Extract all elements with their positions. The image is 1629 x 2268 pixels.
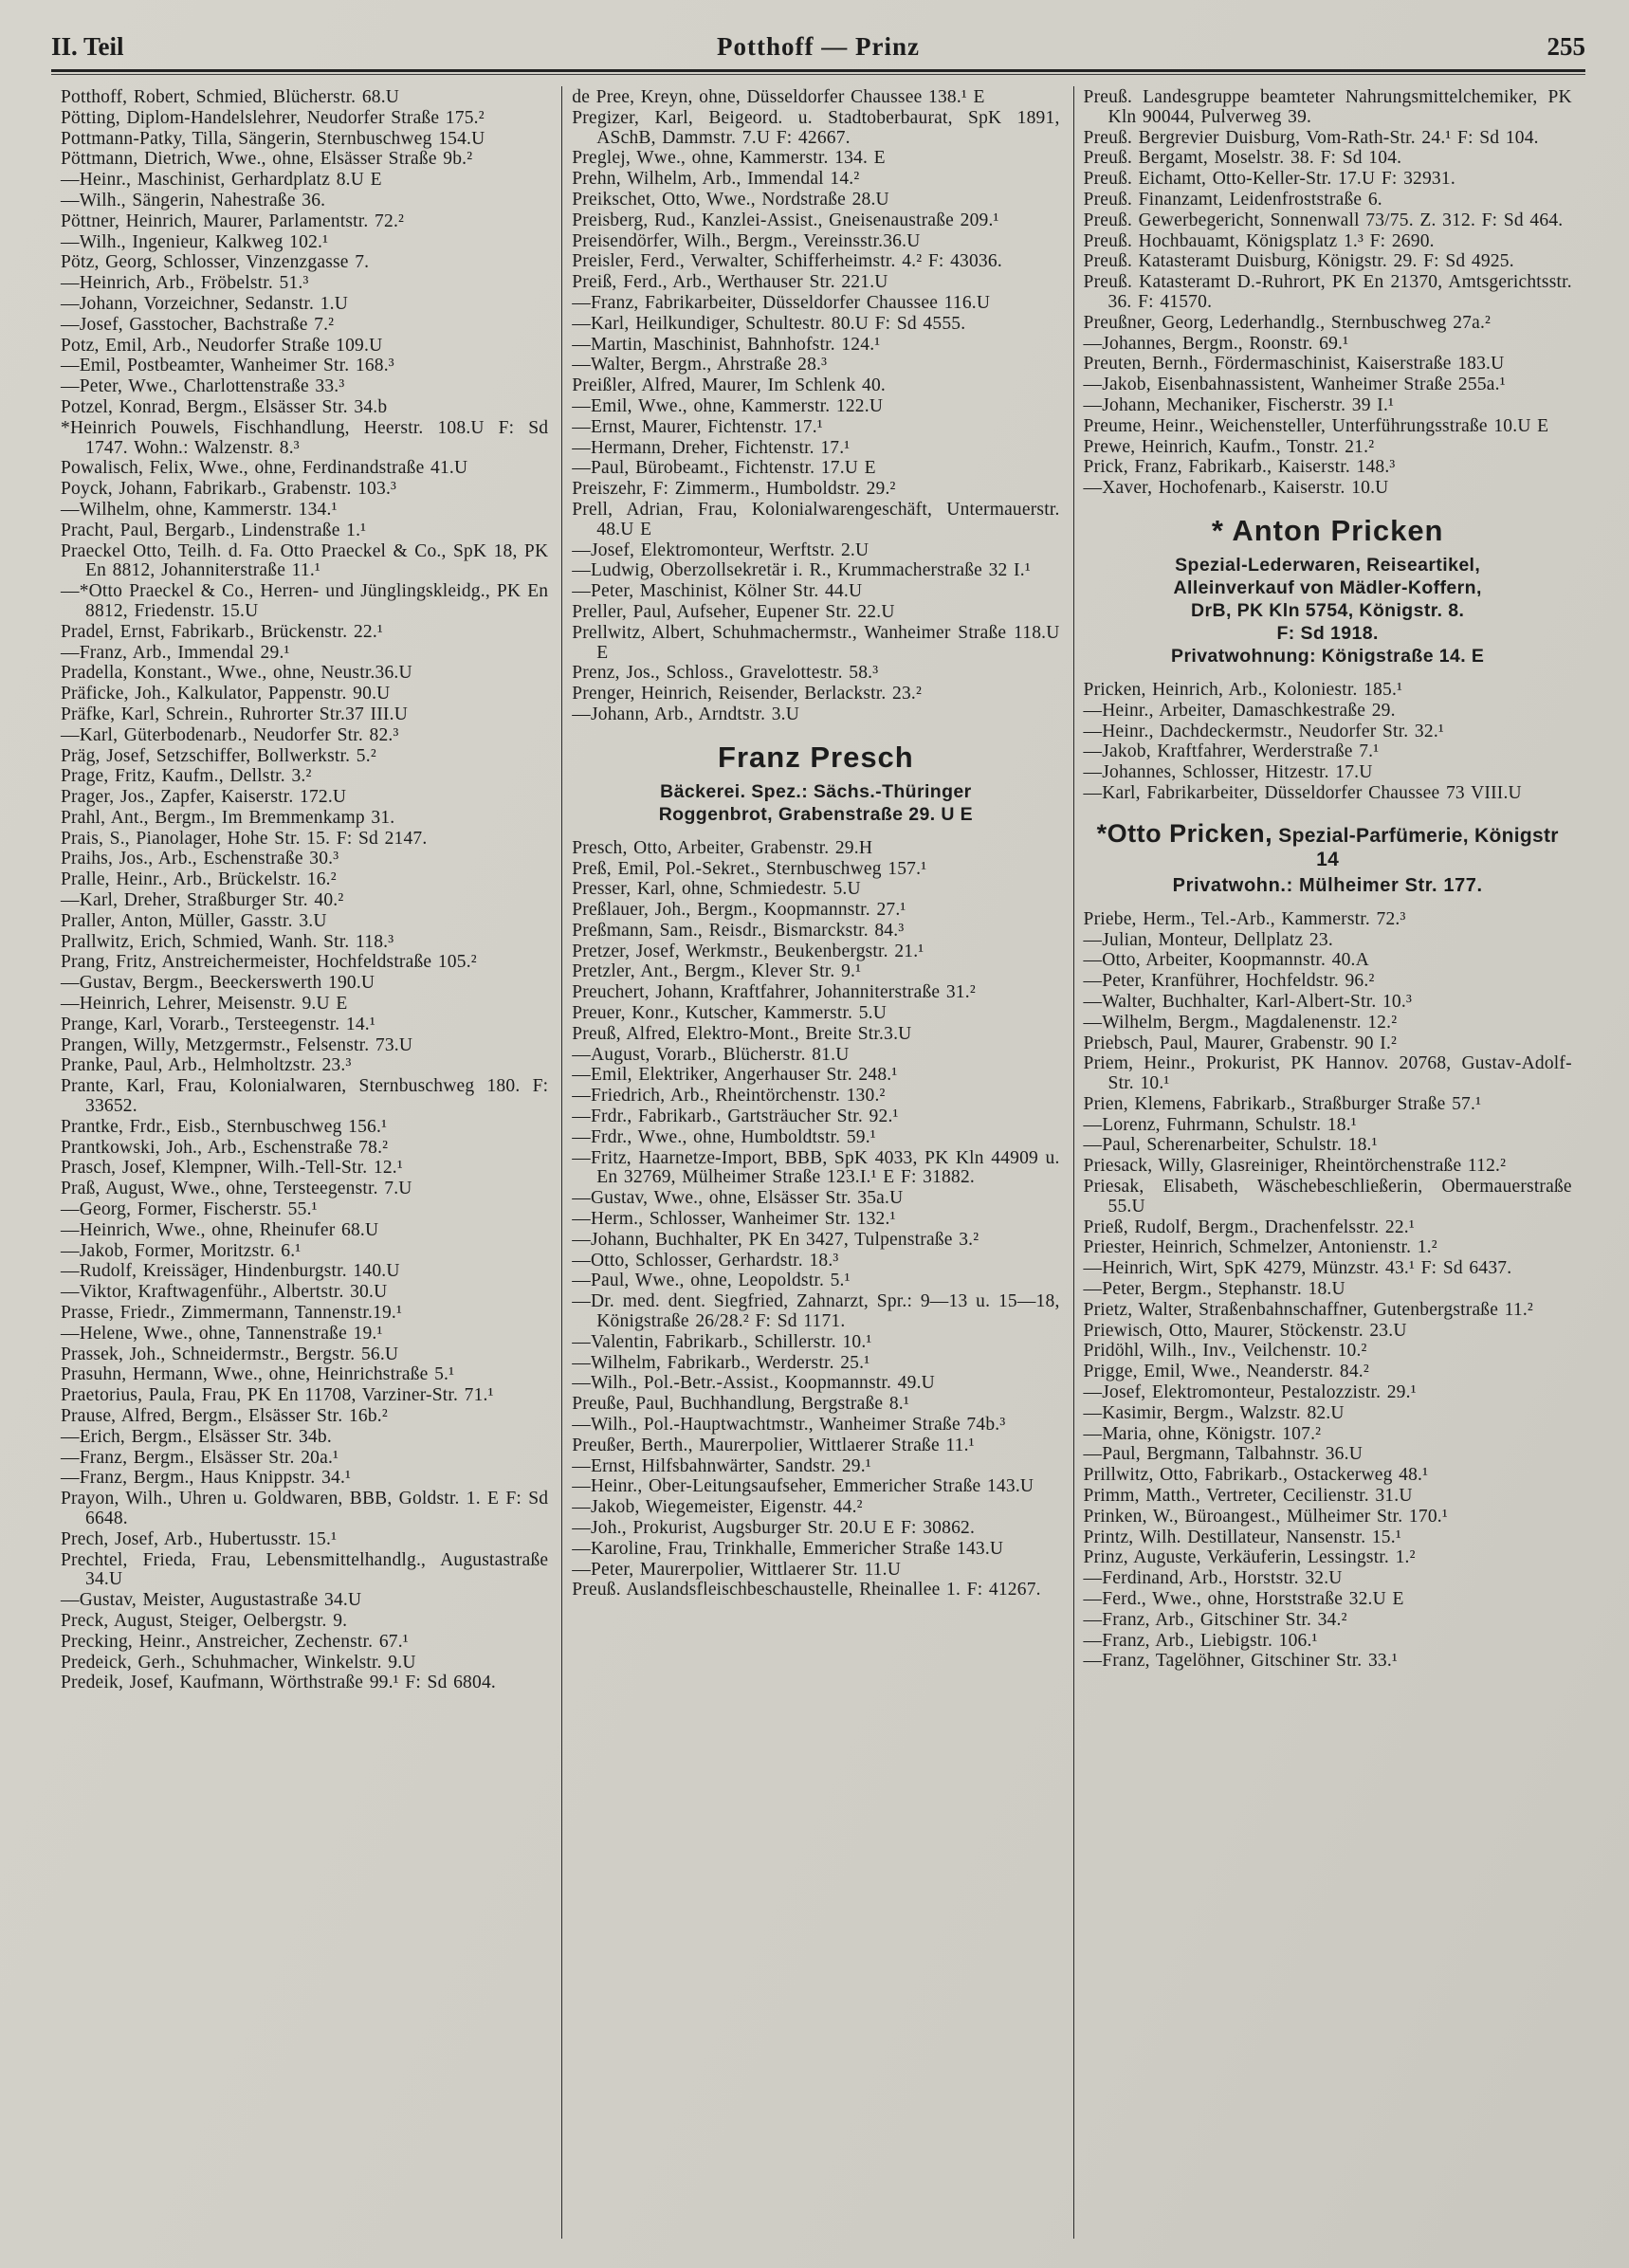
- header-rule: [51, 69, 1585, 72]
- directory-entry: —Heinrich, Lehrer, Meisenstr. 9.U E: [61, 994, 348, 1015]
- directory-entry: Präficke, Joh., Kalkulator, Pappenstr. 90.U: [61, 684, 391, 704]
- directory-entry: Preiszehr, F: Zimmerm., Humboldstr. 29.²: [572, 479, 896, 500]
- directory-entry: —Herm., Schlosser, Wanheimer Str. 132.¹: [572, 1209, 896, 1230]
- advertisement-line: Alleinverkauf von Mädler-Koffern,: [1173, 576, 1482, 598]
- directory-entry: —Peter, Bergm., Stephanstr. 18.U: [1083, 1279, 1345, 1300]
- advertisement-block-inline: [1086, 819, 1570, 897]
- directory-entry: Preisberg, Rud., Kanzlei-Assist., Gneisenaustraße 209.¹: [572, 210, 999, 230]
- directory-entry: Prenz, Jos., Schloss., Gravelottestr. 58.³: [572, 663, 879, 684]
- directory-entry: Prange, Karl, Vorarb., Tersteegenstr. 14.¹: [61, 1014, 375, 1034]
- directory-entry: Prewe, Heinrich, Kaufm., Tonstr. 21.²: [1083, 436, 1375, 457]
- directory-entry: Praetorius, Paula, Frau, PK En 11708, Varziner-Str. 71.¹: [61, 1385, 494, 1406]
- directory-entry: Prinz, Auguste, Verkäuferin, Lessingstr. 1.²: [1083, 1547, 1416, 1568]
- directory-entry: Preuchert, Johann, Kraftfahrer, Johanniterstraße 31.²: [572, 982, 976, 1003]
- directory-entry: de Pree, Kreyn, ohne, Düsseldorfer Chaussee 138.¹ E: [572, 87, 985, 107]
- directory-entry: —*Otto Praeckel & Co., Herren- und Jünglingskleidg., PK En 8812, Friedenstr. 15.U: [61, 581, 549, 621]
- directory-entry: Preller, Paul, Aufseher, Eupener Str. 22.U: [572, 601, 895, 622]
- advertisement-line: DrB, PK Kln 5754, Königstr. 8.: [1191, 599, 1465, 621]
- directory-entry: Preuße, Paul, Buchhandlung, Bergstraße 8.¹: [572, 1394, 909, 1415]
- directory-entry: —Xaver, Hochofenarb., Kaiserstr. 10.U: [1083, 478, 1389, 499]
- directory-entry: Pöttner, Heinrich, Maurer, Parlamentstr. 72.²: [61, 210, 405, 231]
- directory-entry: Preuß. Bergrevier Duisburg, Vom-Rath-Str. 24.¹ F: Sd 104.: [1083, 127, 1539, 148]
- directory-entry: Prien, Klemens, Fabrikarb., Straßburger Straße 57.¹: [1083, 1093, 1482, 1114]
- directory-entry: Preußner, Georg, Lederhandlg., Sternbuschweg 27a.²: [1083, 312, 1492, 333]
- advertisement-line: Roggenbrot, Grabenstraße 29. U E: [658, 803, 974, 825]
- directory-entry: Pretzer, Josef, Werkmstr., Beukenbergstr. 21.¹: [572, 941, 924, 961]
- directory-entry: —Johannes, Bergm., Roonstr. 69.¹: [1083, 333, 1349, 354]
- part-label: II. Teil: [51, 32, 124, 61]
- advertisement-line: [1086, 819, 1570, 871]
- directory-entry: Prangen, Willy, Metzgermstr., Felsenstr. 73.U: [61, 1034, 413, 1055]
- directory-entry: —Kasimir, Bergm., Walzstr. 82.U: [1083, 1402, 1345, 1423]
- directory-entry: Priem, Heinr., Prokurist, PK Hannov. 20768, Gustav-Adolf-Str. 10.¹: [1083, 1053, 1572, 1094]
- directory-entry: —Frdr., Wwe., ohne, Humboldtstr. 59.¹: [572, 1126, 876, 1147]
- page-number: 255: [1547, 32, 1585, 61]
- page-header: [51, 32, 1585, 62]
- directory-entry: —Karl, Güterbodenarb., Neudorfer Str. 82.³: [61, 724, 399, 745]
- directory-entry: —Dr. med. dent. Siegfried, Zahnarzt, Spr.: 9—13 u. 15—18, Königstraße 26/28.² F: Sd 1171.: [572, 1291, 1060, 1332]
- directory-entry: —Paul, Bürobeamt., Fichtenstr. 17.U E: [572, 458, 876, 479]
- directory-entry: Praeckel Otto, Teilh. d. Fa. Otto Praeckel & Co., SpK 18, PK En 8812, Johanniterstraße 11.¹: [61, 540, 549, 581]
- directory-entry: Prage, Fritz, Kaufm., Dellstr. 3.²: [61, 766, 312, 787]
- advertisement-line: Spezial-Lederwaren, Reiseartikel,: [1175, 554, 1481, 576]
- directory-entry: —Hermann, Dreher, Fichtenstr. 17.¹: [572, 437, 851, 458]
- directory-entry: Pricken, Heinrich, Arb., Koloniestr. 185.¹: [1083, 679, 1403, 700]
- directory-entry: —Karl, Fabrikarbeiter, Düsseldorfer Chaussee 73 VIII.U: [1083, 782, 1522, 803]
- directory-entry: Prallwitz, Erich, Schmied, Wanh. Str. 118.³: [61, 931, 394, 952]
- directory-entry: Prantke, Frdr., Eisb., Sternbuschweg 156.¹: [61, 1116, 388, 1137]
- directory-entry: —Franz, Arb., Immendal 29.¹: [61, 642, 290, 663]
- directory-entry: Prang, Fritz, Anstreichermeister, Hochfeldstraße 105.²: [61, 952, 477, 973]
- directory-entry: —Josef, Elektromonteur, Pestalozzistr. 29.¹: [1083, 1382, 1417, 1403]
- column-1: [51, 86, 562, 2239]
- directory-entry: —Jakob, Former, Moritzstr. 6.¹: [61, 1240, 302, 1261]
- directory-entry: Potz, Emil, Arb., Neudorfer Straße 109.U: [61, 335, 383, 356]
- directory-entry: —Franz, Fabrikarbeiter, Düsseldorfer Chaussee 116.U: [572, 292, 991, 313]
- directory-entry: Preuß. Auslandsfleischbeschaustelle, Rheinallee 1. F: 41267.: [572, 1580, 1041, 1600]
- directory-entry: Priesack, Willy, Glasreiniger, Rheintörchenstraße 112.²: [1083, 1156, 1507, 1177]
- directory-entry: Poyck, Johann, Fabrikarb., Grabenstr. 103.³: [61, 479, 397, 500]
- directory-entry: —Julian, Monteur, Dellplatz 23.: [1083, 929, 1333, 950]
- directory-entry: Precking, Heinr., Anstreicher, Zechenstr. 67.¹: [61, 1631, 409, 1652]
- directory-entry: —Wilhelm, Bergm., Magdalenenstr. 12.²: [1083, 1012, 1398, 1033]
- directory-entry: Preuß. Hochbauamt, Königsplatz 1.³ F: 2690.: [1083, 230, 1435, 251]
- directory-entry: —Johann, Mechaniker, Fischerstr. 39 I.¹: [1083, 394, 1395, 415]
- directory-entry: —Paul, Scherenarbeiter, Schulstr. 18.¹: [1083, 1135, 1378, 1156]
- directory-entry: —Frdr., Fabrikarb., Gartsträucher Str. 92.¹: [572, 1107, 899, 1127]
- directory-entry: Pranke, Paul, Arb., Helmholtzstr. 23.³: [61, 1055, 352, 1076]
- directory-entry: —Heinrich, Wwe., ohne, Rheinufer 68.U: [61, 1219, 379, 1240]
- directory-entry: Preuß. Gewerbegericht, Sonnenwall 73/75. Z. 312. F: Sd 464.: [1083, 210, 1564, 230]
- directory-entry: Priebsch, Paul, Maurer, Grabenstr. 90 I.²: [1083, 1033, 1398, 1053]
- directory-entry: —August, Vorarb., Blücherstr. 81.U: [572, 1044, 850, 1065]
- directory-entry: —Emil, Wwe., ohne, Kammerstr. 122.U: [572, 395, 884, 416]
- advertisement-subtitle: Spezial-Parfümerie, Königstr 14: [1272, 824, 1559, 870]
- directory-entry: —Karl, Heilkundiger, Schultestr. 80.U F: Sd 4555.: [572, 313, 966, 334]
- directory-entry: —Franz, Arb., Gitschiner Str. 34.²: [1083, 1609, 1347, 1630]
- advertisement-line: Privatwohn.: Mülheimer Str. 177.: [1172, 874, 1483, 896]
- advertisement-line: F: Sd 1918.: [1276, 622, 1379, 644]
- directory-entry: Prehn, Wilhelm, Arb., Immendal 14.²: [572, 169, 860, 190]
- directory-entry: —Heinrich, Arb., Fröbelstr. 51.³: [61, 273, 309, 294]
- directory-entry: Pottmann-Patky, Tilla, Sängerin, Sternbuschweg 154.U: [61, 128, 485, 149]
- directory-entry: —Maria, ohne, Königstr. 107.²: [1083, 1423, 1322, 1444]
- directory-entry: —Helene, Wwe., ohne, Tannenstraße 19.¹: [61, 1323, 383, 1344]
- directory-entry: Powalisch, Felix, Wwe., ohne, Ferdinandstraße 41.U: [61, 458, 468, 479]
- directory-entry: Pradella, Konstant., Wwe., ohne, Neustr.36.U: [61, 663, 412, 684]
- directory-entry: Preikschet, Otto, Wwe., Nordstraße 28.U: [572, 189, 889, 210]
- directory-entry: Preuß. Katasteramt D.-Ruhrort, PK En 21370, Amtsgerichtsstr. 36. F: 41570.: [1083, 272, 1572, 312]
- directory-entry: Prayon, Wilh., Uhren u. Goldwaren, BBB, Goldstr. 1. E F: Sd 6648.: [61, 1489, 549, 1528]
- directory-entry: Präfke, Karl, Schrein., Ruhrorter Str.37 III.U: [61, 704, 408, 724]
- directory-entry: Prassek, Joh., Schneidermstr., Bergstr. 56.U: [61, 1344, 399, 1364]
- directory-entry: Prechtel, Frieda, Frau, Lebensmittelhandlg., Augustastraße 34.U: [61, 1549, 549, 1590]
- directory-entry: Preisendörfer, Wilh., Bergm., Vereinsstr.36.U: [572, 230, 921, 251]
- directory-entry: Presch, Otto, Arbeiter, Grabenstr. 29.H: [572, 837, 873, 858]
- directory-entry: —Heinr., Dachdeckermstr., Neudorfer Str. 32.¹: [1083, 721, 1444, 741]
- header-rule-thin: [51, 74, 1585, 75]
- directory-entry: —Franz, Arb., Liebigstr. 106.¹: [1083, 1630, 1318, 1651]
- directory-entry: Preiß, Ferd., Arb., Werthauser Str. 221.U: [572, 272, 888, 293]
- directory-entry: Preuß. Katasteramt Duisburg, Königstr. 29. F: Sd 4925.: [1083, 251, 1514, 272]
- directory-entry: —Wilh., Sängerin, Nahestraße 36.: [61, 190, 326, 210]
- directory-entry: —Emil, Postbeamter, Wanheimer Str. 168.³: [61, 356, 394, 376]
- directory-entry: —Walter, Buchhalter, Karl-Albert-Str. 10.³: [1083, 991, 1413, 1012]
- directory-entry: —Peter, Kranführer, Hochfeldstr. 96.²: [1083, 971, 1375, 992]
- directory-entry: Prech, Josef, Arb., Hubertusstr. 15.¹: [61, 1528, 338, 1549]
- directory-entry: —Wilh., Pol.-Hauptwachtmstr., Wanheimer Straße 74b.³: [572, 1415, 1006, 1436]
- directory-entry: Prinken, W., Büroangest., Mülheimer Str. 170.¹: [1083, 1506, 1448, 1527]
- directory-entry: Potthoff, Robert, Schmied, Blücherstr. 68.U: [61, 87, 400, 107]
- directory-entry: Pregizer, Karl, Beigeord. u. Stadtoberbaurat, SpK 1891, ASchB, Dammstr. 7.U F: 42667.: [572, 107, 1060, 148]
- directory-entry: —Wilh., Pol.-Betr.-Assist., Koopmannstr. 49.U: [572, 1373, 935, 1394]
- directory-entry: —Wilhelm, Fabrikarb., Werderstr. 25.¹: [572, 1352, 870, 1373]
- directory-entry: —Ferdinand, Arb., Horststr. 32.U: [1083, 1568, 1343, 1589]
- directory-entry: —Otto, Schlosser, Gerhardstr. 18.³: [572, 1250, 839, 1271]
- directory-entry: Prahl, Ant., Bergm., Im Bremmenkamp 31.: [61, 807, 395, 828]
- directory-entry: Prell, Adrian, Frau, Kolonialwarengeschäft, Untermauerstr. 48.U E: [572, 499, 1060, 540]
- directory-entry: —Fritz, Haarnetze-Import, BBB, SpK 4033, PK Kln 44909 u. En 32769, Mülheimer Straße 123.I.¹ E F: 31882.: [572, 1147, 1060, 1188]
- directory-entry: Printz, Wilh. Destillateur, Nansenstr. 15.¹: [1083, 1527, 1401, 1547]
- column-3: [1074, 86, 1585, 2239]
- directory-entry: —Wilhelm, ohne, Kammerstr. 134.¹: [61, 499, 338, 520]
- directory-entry: —Ernst, Maurer, Fichtenstr. 17.¹: [572, 416, 823, 437]
- directory-entry: Pötz, Georg, Schlosser, Vinzenzgasse 7.: [61, 252, 370, 273]
- directory-entry: Predeick, Gerh., Schuhmacher, Winkelstr. 9.U: [61, 1652, 416, 1673]
- directory-entry: Prietz, Walter, Straßenbahnschaffner, Gutenbergstraße 11.²: [1083, 1299, 1533, 1320]
- directory-entry: Pöttmann, Dietrich, Wwe., ohne, Elsässer Straße 9b.²: [61, 149, 473, 170]
- directory-entry: —Josef, Elektromonteur, Werftstr. 2.U: [572, 540, 869, 560]
- directory-entry: Prillwitz, Otto, Fabrikarb., Ostackerweg 48.¹: [1083, 1465, 1429, 1486]
- advertisement-title: *Otto Pricken,: [1096, 818, 1273, 848]
- directory-entry: —Walter, Bergm., Ahrstraße 28.³: [572, 355, 828, 375]
- directory-entry: Praihs, Jos., Arb., Eschenstraße 30.³: [61, 849, 339, 869]
- directory-columns: [51, 86, 1585, 2239]
- directory-entry: —Karoline, Frau, Trinkhalle, Emmericher Straße 143.U: [572, 1538, 1004, 1559]
- directory-entry: *Heinrich Pouwels, Fischhandlung, Heerstr. 108.U F: Sd 1747. Wohn.: Walzenstr. 8.³: [61, 417, 549, 458]
- directory-entry: —Ferd., Wwe., ohne, Horststraße 32.U E: [1083, 1589, 1404, 1610]
- directory-entry: —Peter, Maschinist, Kölner Str. 44.U: [572, 581, 863, 602]
- directory-entry: —Ernst, Hilfsbahnwärter, Sandstr. 29.¹: [572, 1455, 871, 1476]
- directory-entry: Prante, Karl, Frau, Kolonialwaren, Sternbuschweg 180. F: 33652.: [61, 1076, 549, 1117]
- directory-entry: Prause, Alfred, Bergm., Elsässer Str. 16b.²: [61, 1406, 388, 1426]
- directory-entry: Praller, Anton, Müller, Gasstr. 3.U: [61, 910, 327, 931]
- directory-entry: Preuß. Finanzamt, Leidenfroststraße 6.: [1083, 189, 1382, 210]
- advertisement-block: [1088, 514, 1568, 668]
- directory-entry: Preisler, Ferd., Verwalter, Schifferheimstr. 4.² F: 43036.: [572, 251, 1002, 272]
- directory-entry: —Johann, Arb., Arndtstr. 3.U: [572, 704, 800, 724]
- directory-entry: Prenger, Heinrich, Reisender, Berlackstr. 23.²: [572, 684, 923, 704]
- directory-entry: —Friedrich, Arb., Rheintörchenstr. 130.²: [572, 1086, 886, 1107]
- directory-entry: Preßlauer, Joh., Bergm., Koopmannstr. 27.¹: [572, 900, 906, 921]
- directory-entry: Preuß. Bergamt, Moselstr. 38. F: Sd 104.: [1083, 148, 1402, 169]
- directory-entry: —Joh., Prokurist, Augsburger Str. 20.U E F: 30862.: [572, 1518, 976, 1538]
- directory-entry: Potzel, Konrad, Bergm., Elsässer Str. 34.b: [61, 396, 388, 417]
- directory-entry: —Emil, Elektriker, Angerhauser Str. 248.¹: [572, 1065, 898, 1086]
- header-range: Potthoff — Prinz: [717, 32, 920, 61]
- directory-entry: —Josef, Gasstocher, Bachstraße 7.²: [61, 314, 335, 335]
- directory-entry: Priesak, Elisabeth, Wäschebeschließerin, Obermauerstraße 55.U: [1083, 1177, 1572, 1216]
- directory-entry: Preußer, Berth., Maurerpolier, Wittlaerer Straße 11.¹: [572, 1435, 975, 1455]
- directory-entry: —Paul, Wwe., ohne, Leopoldstr. 5.¹: [572, 1271, 851, 1291]
- column-2: [562, 86, 1073, 2239]
- directory-entry: —Franz, Tagelöhner, Gitschiner Str. 33.¹: [1083, 1651, 1398, 1672]
- directory-entry: —Lorenz, Fuhrmann, Schulstr. 18.¹: [1083, 1114, 1357, 1135]
- directory-entry: Preck, August, Steiger, Oelbergstr. 9.: [61, 1610, 348, 1631]
- directory-entry: —Otto, Arbeiter, Koopmannstr. 40.A: [1083, 950, 1369, 971]
- directory-entry: —Rudolf, Kreissäger, Hindenburgstr. 140.U: [61, 1261, 400, 1282]
- directory-entry: Prick, Franz, Fabrikarb., Kaiserstr. 148.³: [1083, 457, 1396, 478]
- directory-entry: Preißler, Alfred, Maurer, Im Schlenk 40.: [572, 375, 886, 396]
- directory-entry: Prasse, Friedr., Zimmermann, Tannenstr.19.¹: [61, 1303, 403, 1324]
- directory-entry: —Johann, Buchhalter, PK En 3427, Tulpenstraße 3.²: [572, 1229, 979, 1250]
- directory-entry: —Karl, Dreher, Straßburger Str. 40.²: [61, 890, 344, 911]
- directory-entry: Pötting, Diplom-Handelslehrer, Neudorfer Straße 175.²: [61, 107, 485, 128]
- directory-entry: Prellwitz, Albert, Schuhmachermstr., Wanheimer Straße 118.U E: [572, 622, 1060, 663]
- directory-entry: Predeik, Josef, Kaufmann, Wörthstraße 99.¹ F: Sd 6804.: [61, 1673, 496, 1693]
- directory-entry: —Jakob, Kraftfahrer, Werderstraße 7.¹: [1083, 741, 1380, 762]
- directory-entry: Preuß. Landesgruppe beamteter Nahrungsmittelchemiker, PK Kln 90044, Pulverweg 39.: [1083, 87, 1572, 127]
- directory-entry: —Gustav, Wwe., ohne, Elsässer Str. 35a.U: [572, 1188, 904, 1209]
- directory-entry: —Martin, Maschinist, Bahnhofstr. 124.¹: [572, 334, 881, 355]
- directory-entry: —Viktor, Kraftwagenführ., Albertstr. 30.U: [61, 1282, 388, 1303]
- directory-entry: Presser, Karl, ohne, Schmiedestr. 5.U: [572, 879, 861, 900]
- directory-entry: Priewisch, Otto, Maurer, Stöckenstr. 23.U: [1083, 1320, 1407, 1341]
- directory-entry: Preß, Emil, Pol.-Sekret., Sternbuschweg 157.¹: [572, 858, 927, 879]
- directory-entry: Preglej, Wwe., ohne, Kammerstr. 134. E: [572, 148, 886, 169]
- directory-entry: Pradel, Ernst, Fabrikarb., Brückenstr. 22.¹: [61, 621, 383, 642]
- directory-entry: Preuß, Alfred, Elektro-Mont., Breite Str.3.U: [572, 1023, 912, 1044]
- directory-entry: —Valentin, Fabrikarb., Schillerstr. 10.¹: [572, 1331, 872, 1352]
- directory-entry: —Franz, Bergm., Elsässer Str. 20a.¹: [61, 1447, 339, 1468]
- directory-entry: Preume, Heinr., Weichensteller, Unterführungsstraße 10.U E: [1083, 415, 1549, 436]
- directory-entry: —Peter, Wwe., Charlottenstraße 33.³: [61, 376, 345, 397]
- directory-entry: —Heinr., Arbeiter, Damaschkestraße 29.: [1083, 700, 1396, 721]
- directory-entry: —Erich, Bergm., Elsässer Str. 34b.: [61, 1426, 332, 1447]
- directory-entry: Prieß, Rudolf, Bergm., Drachenfelsstr. 22.¹: [1083, 1216, 1415, 1237]
- directory-entry: —Heinr., Ober-Leitungsaufseher, Emmericher Straße 143.U: [572, 1476, 1034, 1497]
- directory-entry: Preuß. Eichamt, Otto-Keller-Str. 17.U F: 32931.: [1083, 169, 1455, 190]
- directory-entry: Pracht, Paul, Bergarb., Lindenstraße 1.¹: [61, 520, 367, 540]
- directory-entry: Preuer, Konr., Kutscher, Kammerstr. 5.U: [572, 1003, 888, 1024]
- directory-entry: —Ludwig, Oberzollsekretär i. R., Krummacherstraße 32 I.¹: [572, 560, 1031, 581]
- directory-entry: Preuten, Bernh., Fördermaschinist, Kaiserstraße 183.U: [1083, 354, 1505, 375]
- directory-entry: Prigge, Emil, Wwe., Neanderstr. 84.²: [1083, 1362, 1369, 1382]
- directory-entry: —Heinrich, Wirt, SpK 4279, Münzstr. 43.¹ F: Sd 6437.: [1083, 1258, 1512, 1279]
- advertisement-line: Privatwohnung: Königstraße 14. E: [1171, 645, 1485, 667]
- directory-entry: —Peter, Maurerpolier, Wittlaerer Str. 11.U: [572, 1559, 901, 1580]
- advertisement-title: Franz Presch: [718, 740, 914, 774]
- advertisement-line: Bäckerei. Spez.: Sächs.-Thüringer: [660, 780, 972, 802]
- directory-entry: Prasuhn, Hermann, Wwe., ohne, Heinrichstraße 5.¹: [61, 1364, 455, 1385]
- directory-entry: —Jakob, Eisenbahnassistent, Wanheimer Straße 255a.¹: [1083, 375, 1506, 395]
- directory-entry: —Georg, Former, Fischerstr. 55.¹: [61, 1199, 318, 1220]
- directory-entry: —Wilh., Ingenieur, Kalkweg 102.¹: [61, 231, 329, 252]
- directory-entry: Pralle, Heinr., Arb., Brückelstr. 16.²: [61, 869, 337, 890]
- directory-entry: Pridöhl, Wilh., Inv., Veilchenstr. 10.²: [1083, 1341, 1367, 1362]
- directory-entry: Pretzler, Ant., Bergm., Klever Str. 9.¹: [572, 961, 862, 982]
- directory-entry: —Paul, Bergmann, Talbahnstr. 36.U: [1083, 1444, 1363, 1465]
- directory-entry: Priester, Heinrich, Schmelzer, Antonienstr. 1.²: [1083, 1237, 1437, 1258]
- directory-entry: —Jakob, Wiegemeister, Eigenstr. 44.²: [572, 1497, 863, 1518]
- directory-entry: —Heinr., Maschinist, Gerhardplatz 8.U E: [61, 170, 382, 191]
- directory-entry: —Johannes, Schlosser, Hitzestr. 17.U: [1083, 762, 1373, 783]
- directory-entry: Prager, Jos., Zapfer, Kaiserstr. 172.U: [61, 787, 347, 808]
- directory-entry: Priebe, Herm., Tel.-Arb., Kammerstr. 72.³: [1083, 908, 1406, 929]
- directory-entry: —Franz, Bergm., Haus Knippstr. 34.¹: [61, 1468, 352, 1489]
- advertisement-title: * Anton Pricken: [1211, 513, 1444, 547]
- directory-entry: —Gustav, Meister, Augustastraße 34.U: [61, 1590, 362, 1611]
- directory-entry: Präg, Josef, Setzschiffer, Bollwerkstr. 5.²: [61, 745, 376, 766]
- directory-entry: Prantkowski, Joh., Arb., Eschenstraße 78.²: [61, 1137, 389, 1158]
- directory-entry: Preßmann, Sam., Reisdr., Bismarckstr. 84.³: [572, 920, 905, 941]
- directory-entry: Prais, S., Pianolager, Hohe Str. 15. F: Sd 2147.: [61, 828, 428, 849]
- directory-entry: Primm, Matth., Vertreter, Cecilienstr. 31.U: [1083, 1486, 1413, 1507]
- directory-entry: —Johann, Vorzeichner, Sedanstr. 1.U: [61, 293, 348, 314]
- directory-entry: Prasch, Josef, Klempner, Wilh.-Tell-Str. 12.¹: [61, 1158, 403, 1179]
- directory-entry: Praß, August, Wwe., ohne, Tersteegenstr. 7.U: [61, 1179, 412, 1199]
- directory-entry: —Gustav, Bergm., Beeckerswerth 190.U: [61, 973, 375, 994]
- advertisement-block: [576, 741, 1055, 826]
